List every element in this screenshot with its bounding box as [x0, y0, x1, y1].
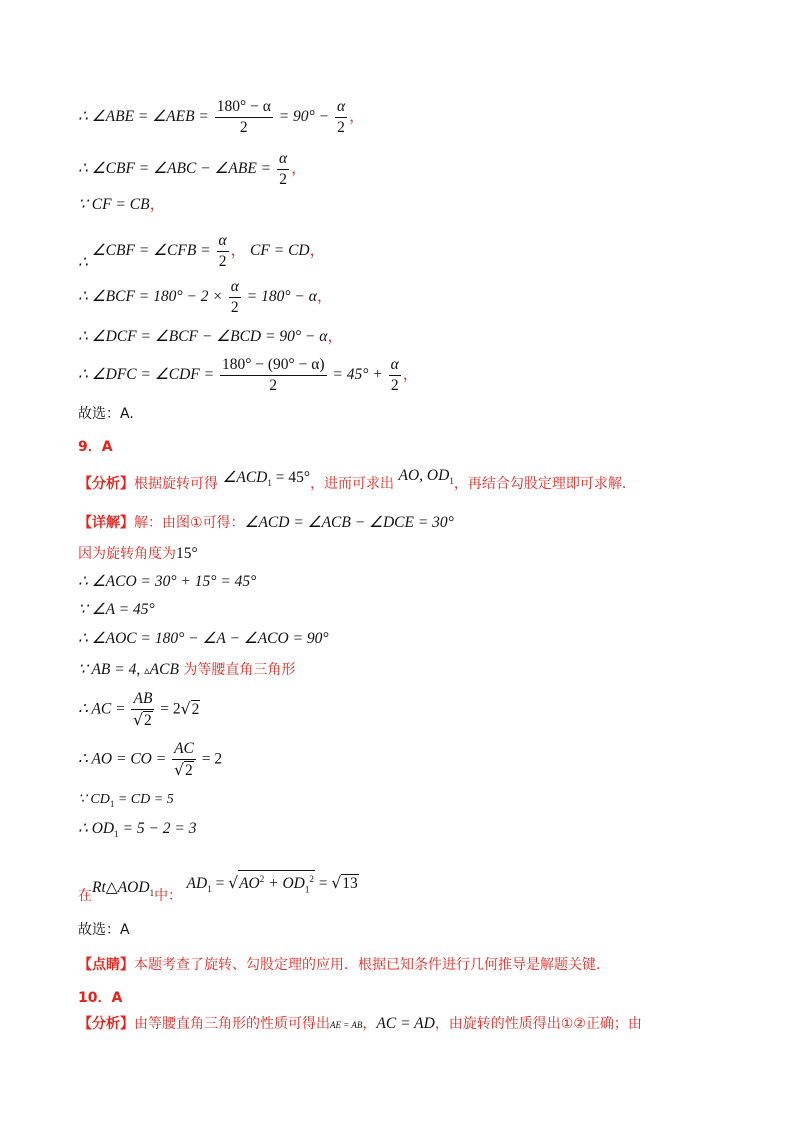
answer-line: 故选：A.: [78, 406, 134, 422]
analysis-text: 由等腰直角三角形的性质可得出: [134, 1016, 330, 1032]
proof-line-od1: ∴ $OD_1 = 5 - 2 = 3$: [78, 820, 197, 840]
question-10-number: 10．A: [78, 990, 123, 1006]
fraction: $\frac{\alpha}{2}$: [230, 278, 239, 316]
comma: ，: [349, 108, 365, 126]
fraction: $\frac{AC}{√2}$: [174, 740, 194, 779]
proof-line-ad1: [78, 874, 359, 903]
comment-text: 本题考查了旋转、勾股定理的应用．根据已知条件进行几何推导是解题关键.: [134, 957, 601, 973]
proof-line-ab4: ∵ AB = 4, ▵ACB 为等腰直角三角形: [78, 661, 296, 678]
text: 中：: [154, 888, 183, 905]
analysis-text: ，: [362, 1016, 377, 1032]
analysis-text: ，再结合勾股定理即可求解.: [453, 476, 627, 492]
fraction: $\frac{\alpha}{2}$: [218, 232, 227, 270]
expr: = 90° −: [274, 108, 333, 126]
expr: ∠CBF = ∠CFB =: [91, 242, 215, 260]
comma: ，: [149, 196, 166, 213]
proof-line-cd1: ∵ $CD_1$ = CD = 5: [78, 792, 174, 809]
analysis-9: [78, 467, 627, 499]
expr: ∴ ∠DFC = ∠CDF =: [78, 366, 218, 384]
proof-line-dcf: [78, 327, 343, 347]
proof-line-cf-cb: [78, 195, 165, 215]
text: 为等腰直角三角形: [178, 662, 296, 678]
detail-label: 【详解】: [78, 515, 134, 531]
analysis-label: 【分析】: [78, 1016, 134, 1032]
proof-line-cbf: [78, 150, 307, 189]
therefore-sign: ∴: [78, 254, 88, 272]
question-9-number: 9．A: [78, 439, 113, 455]
expr: ∴ ∠DCF = ∠BCF − ∠BCD = 90° − α: [78, 328, 328, 345]
answer-line-9: 故选：A: [78, 922, 130, 938]
fraction: $\frac{180^\circ - \alpha}{2}$: [216, 98, 271, 136]
proof-line-ac: ∴ AC = $\frac{AB}{√2}$ = 2√2: [78, 690, 200, 729]
comma: ，: [309, 242, 326, 260]
expr: ∴ ∠ABE = ∠AEB =: [78, 108, 213, 126]
detail-text: 解：由图①可得：: [134, 515, 245, 531]
expr: = 45° +: [328, 366, 387, 384]
math-15deg: 15°: [176, 545, 198, 562]
proof-line-cfb: [78, 232, 325, 271]
math-ae-ab: AE = AB: [330, 1020, 363, 1030]
proof-line-abe: [78, 98, 365, 137]
comment-9: [78, 955, 600, 975]
expr: CF = CD: [250, 242, 310, 260]
comma: ，: [291, 160, 307, 178]
proof-line-aoc: ∴ ∠AOC = 180° − ∠A − ∠ACO = 90°: [78, 630, 329, 647]
rotation-angle-line: [78, 544, 198, 564]
comma: ，: [316, 288, 333, 306]
proof-line-ao: ∴ AO = CO = $\frac{AC}{√2}$ = 2: [78, 740, 223, 779]
math-acd1: $\angle ACD_1 = 45^\circ$: [222, 469, 311, 489]
analysis-label: 【分析】: [78, 476, 134, 492]
fraction: $\frac{\alpha}{2}$: [336, 98, 346, 136]
comma: ，: [402, 366, 419, 384]
comma: ，: [230, 242, 247, 260]
expr: ∴ ∠BCF = 180° − 2 ×: [78, 288, 227, 306]
expr: ∴ ∠CBF = ∠ABC − ∠ABE =: [78, 160, 276, 178]
fraction: $\frac{AB}{√2}$: [133, 690, 153, 729]
comment-label: 【点睛】: [78, 957, 134, 973]
analysis-text: ，由旋转的性质得出①②正确；由: [434, 1016, 642, 1032]
text: 在: [78, 888, 92, 905]
fraction: $\frac{\alpha}{2}$: [390, 356, 399, 394]
expr: = 180° − α: [242, 288, 317, 306]
text: 因为旋转角度为: [78, 546, 176, 562]
comma: ，: [327, 328, 343, 345]
math-ac-ad: AC = AD: [376, 1015, 435, 1032]
analysis-10: [78, 1014, 642, 1035]
proof-line-a45: ∵ ∠A = 45°: [78, 601, 155, 618]
fraction: $\frac{180^\circ - (90^\circ - \alpha)}{2}$: [221, 356, 325, 394]
proof-line-bcf: [78, 278, 332, 317]
math-acd: ∠ACD = ∠ACB − ∠DCE = 30°: [244, 514, 454, 531]
detail-9: [78, 513, 454, 533]
analysis-text: ，进而可求出: [310, 476, 395, 492]
math-rt-aod1: $Rt\triangle AOD_1$: [92, 879, 155, 899]
proof-line-dfc: [78, 356, 418, 395]
proof-line-aco: ∴ ∠ACO = 30° + 15° = 45°: [78, 573, 257, 590]
analysis-text: 根据旋转可得: [134, 476, 218, 492]
math-ad1-formula: $AD_1 = √AO^2 + OD_1^2 = √13$: [187, 875, 359, 892]
math-ao-od1: AO, $OD_1$: [398, 467, 454, 487]
fraction: $\frac{\alpha}{2}$: [279, 150, 288, 188]
expr: ∵ CF = CB: [78, 196, 150, 213]
